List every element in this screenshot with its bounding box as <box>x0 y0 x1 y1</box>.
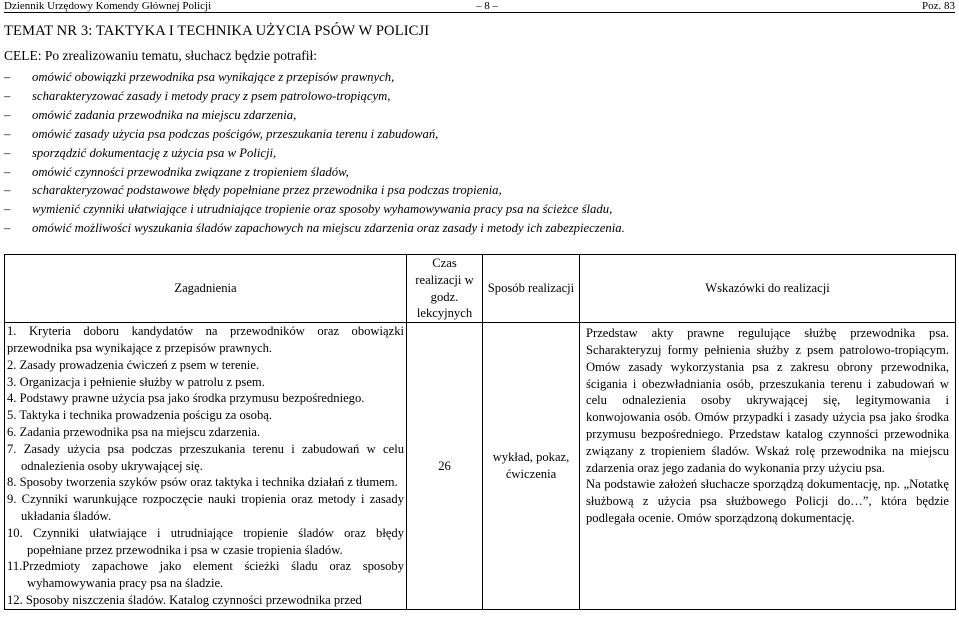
hints-paragraph: Na podstawie założeń słuchacze sporządzą dokumentację, np. „Notatkę służbową z użycia psa służbowego Policji do…”, która będzie podlegała ocenie. Omów sporządzoną dokumentację. <box>586 477 949 525</box>
hints-paragraph: Przedstaw akty prawne regulujące służbę przewodnika psa. Scharakteryzuj formy pełnienia służby z psem patrolowo-tropiącym. Omów zasady wykorzystania psa z zakresu obrony przewodnika, ścigania i obezwładniania osób, przeszukania terenu i zabudowań w celu odnalezienia osoby ukrywającej się, legitymowania i konwojowania osób. Omów przypadki i zasady użycia psa jako środka przymusu bezpośredniego. Przedstaw katalog czynności przewodnika związany z tropieniem śladów. Wskaż rolę przewodnika na miejscu zdarzenia oraz jego zadania do wykonania przy użyciu psa. <box>586 326 949 475</box>
journal-name: Dziennik Urzędowy Komendy Głównej Policji <box>4 0 212 12</box>
dash-bullet: – <box>4 145 11 160</box>
curriculum-table <box>4 254 956 610</box>
page-header <box>4 0 955 12</box>
dash-bullet: – <box>4 126 11 141</box>
dash-bullet: – <box>4 221 11 236</box>
time-cell: 26 <box>407 323 483 610</box>
goal-text: omówić zadania przewodnika na miejscu zdarzenia, <box>32 107 297 122</box>
hints-cell <box>580 323 956 610</box>
topic-item: 6. Zadania przewodnika psa na miejscu zdarzenia. <box>7 424 261 439</box>
header-hints: Wskazówki do realizacji <box>580 255 956 323</box>
goal-text: omówić obowiązki przewodnika psa wynikające z przepisów prawnych, <box>32 70 395 84</box>
goal-text: wymienić czynniki ułatwiające i utrudniające tropienie oraz sposoby wyhamowywania pracy psa na ścieżce śladu, <box>32 202 613 217</box>
goal-text: omówić zasady użycia psa podczas pościgów, przeszukania terenu i zabudowań, <box>32 126 439 141</box>
header-method: Sposób realizacji <box>483 255 580 323</box>
topic-item: 12. Sposoby niszczenia śladów. Katalog czynności przewodnika przed <box>7 592 362 607</box>
topic-item: 9. Czynniki warunkujące rozpoczęcie nauki tropienia oraz metody i zasady układania śladów. <box>7 492 404 523</box>
goal-item <box>4 144 944 163</box>
dash-bullet: – <box>4 183 11 198</box>
header-rule <box>4 12 955 13</box>
goal-item <box>4 125 944 144</box>
topics-cell <box>5 323 407 610</box>
topic-item: 5. Taktyka i technika prowadzenia pościgu za osobą. <box>7 408 273 423</box>
goal-item <box>4 200 944 219</box>
topic-item: 3. Organizacja i pełnienie służby w patrolu z psem. <box>7 374 265 389</box>
dash-bullet: – <box>4 107 11 122</box>
goal-item <box>4 87 944 106</box>
header-time: Czas realizacji w godz. lekcyjnych <box>407 255 483 323</box>
topic-title: TEMAT NR 3: TAKTYKA I TECHNIKA UŻYCIA PSÓW W POLICJI <box>4 23 430 39</box>
table-row <box>5 323 956 610</box>
topic-item: 2. Zasady prowadzenia ćwiczeń z psem w terenie. <box>7 357 260 372</box>
goal-item <box>4 106 944 125</box>
topic-item: 4. Podstawy prawne użycia psa jako środka przymusu bezpośredniego. <box>7 391 365 406</box>
dash-bullet: – <box>4 164 11 179</box>
dash-bullet: – <box>4 88 11 103</box>
goal-item <box>4 181 944 200</box>
table-header-row <box>5 255 956 323</box>
goal-item <box>4 163 944 182</box>
goal-item <box>4 219 944 238</box>
goal-item <box>4 68 944 87</box>
topic-item: 7. Zasady użycia psa podczas przeszukania terenu i zabudowań w celu odnalezienia osoby ukrywającej się. <box>7 441 404 473</box>
topic-item: 11.Przedmioty zapachowe jako element ścieżki śladu oraz sposoby wyhamowywania pracy psa na śladzie. <box>7 559 404 591</box>
goals-list <box>4 68 944 238</box>
goal-text: omówić możliwości wyszukania śladów zapachowych na miejscu zdarzenia oraz zasady i metody ich zabezpieczenia. <box>32 221 625 236</box>
item-number: Poz. 83 <box>922 0 955 12</box>
header-topics: Zagadnienia <box>5 255 407 323</box>
goals-intro: CELE: Po zrealizowaniu tematu, słuchacz będzie potrafił: <box>4 48 318 63</box>
topic-item: 1. Kryteria doboru kandydatów na przewodników oraz obowiązki przewodnika psa wynikające z przepisów prawnych. <box>7 324 404 355</box>
dash-bullet: – <box>4 70 11 84</box>
method-cell: wykład, pokaz, ćwiczenia <box>483 323 580 610</box>
goal-text: scharakteryzować zasady i metody pracy z psem patrolowo-tropiącym, <box>32 88 391 103</box>
goal-text: omówić czynności przewodnika związane z tropieniem śladów, <box>32 164 349 179</box>
topic-item: 8. Sposoby tworzenia szyków psów oraz taktyka i technika działań z tłumem. <box>7 475 398 490</box>
page-number: – 8 – <box>476 0 498 12</box>
topic-item: 10. Czynniki ułatwiające i utrudniające tropienie śladów oraz błędy popełniane przez przewodnika i psa w czasie tropienia śladów. <box>7 525 404 557</box>
dash-bullet: – <box>4 202 11 217</box>
goal-text: scharakteryzować podstawowe błędy popełniane przez przewodnika i psa podczas tropienia, <box>32 183 502 198</box>
goal-text: sporządzić dokumentację z użycia psa w Policji, <box>32 145 277 160</box>
